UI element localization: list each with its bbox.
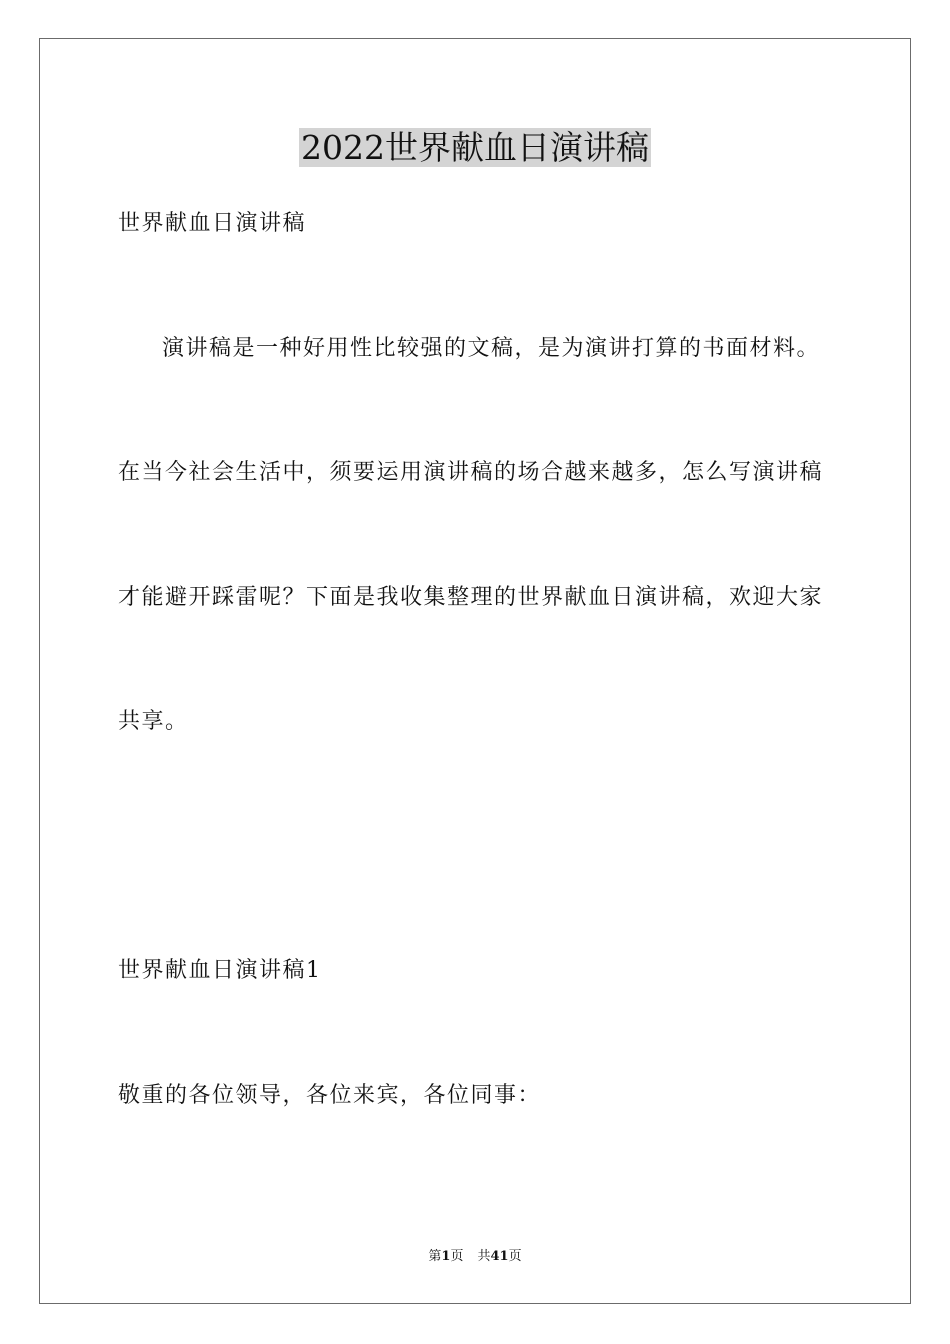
footer-total-prefix: 共 (477, 1249, 491, 1264)
salutation: 敬重的各位领导，各位来宾，各位同事： (118, 1083, 542, 1108)
document-subtitle: 世界献血日演讲稿 (118, 211, 307, 236)
intro-line-4: 共享。 (118, 709, 189, 734)
footer-total-pages: 41 (490, 1249, 509, 1264)
footer-page-number: 1 (441, 1249, 451, 1264)
footer-page-suffix: 页 (450, 1249, 464, 1264)
footer-total-suffix: 页 (508, 1249, 522, 1264)
page-footer (0, 1248, 950, 1266)
document-title (0, 126, 950, 170)
intro-line-3: 才能避开踩雷呢？下面是我收集整理的世界献血日演讲稿，欢迎大家 (118, 585, 824, 610)
document-title-text: 2022世界献血日演讲稿 (301, 128, 649, 167)
intro-line-1: 演讲稿是一种好用性比较强的文稿，是为演讲打算的书面材料。 (162, 336, 821, 361)
footer-page-prefix: 第 (428, 1249, 442, 1264)
intro-line-2: 在当今社会生活中，须要运用演讲稿的场合越来越多，怎么写演讲稿 (118, 460, 824, 485)
section-heading: 世界献血日演讲稿1 (118, 958, 322, 983)
